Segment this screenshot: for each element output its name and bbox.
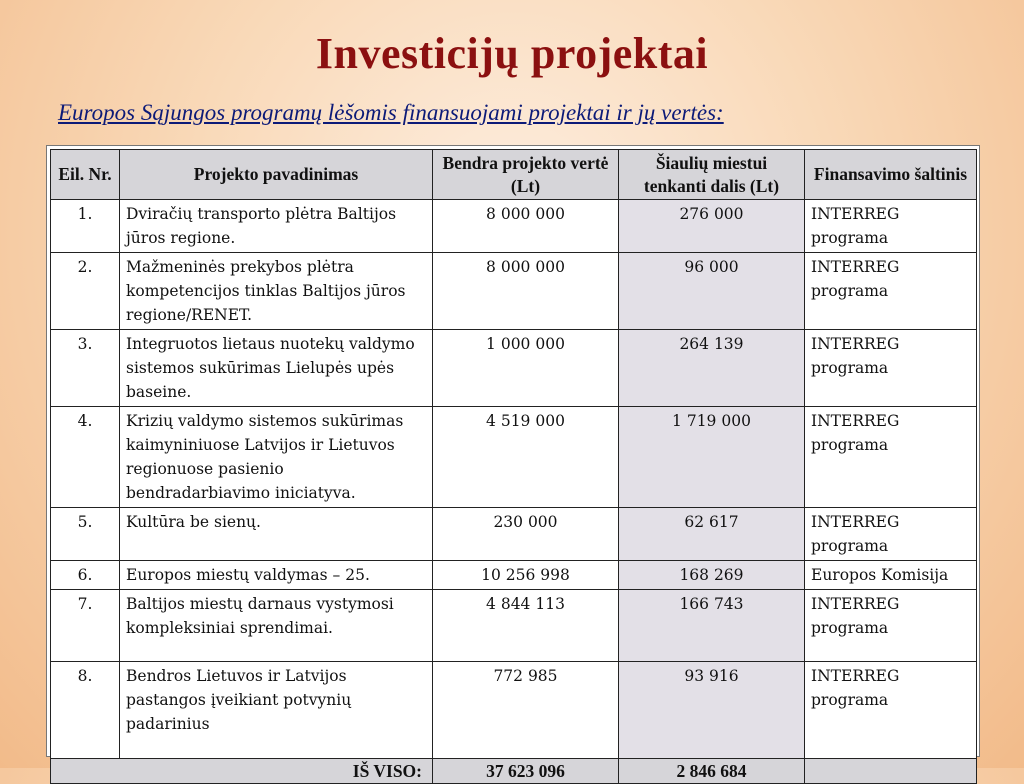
table-header-row (51, 150, 977, 200)
siauliai-share: 1 719 000 (619, 407, 805, 508)
table-row (51, 662, 977, 759)
row-number: 5. (51, 508, 120, 561)
funding-source: INTERREG programa (805, 590, 977, 662)
project-name: Bendros Lietuvos ir Latvijos pastangos įveikiant potvynių padarinius (120, 662, 433, 759)
header-siauliai-share: Šiaulių miestui tenkanti dalis (Lt) (619, 150, 805, 200)
siauliai-share: 166 743 (619, 590, 805, 662)
siauliai-share-sum: 2 846 684 (619, 759, 805, 784)
project-name: Krizių valdymo sistemos sukūrimas kaimyniniuose Latvijos ir Lietuvos regionuose pasienio bendradarbiavimo iniciatyva. (120, 407, 433, 508)
table-row (51, 508, 977, 561)
siauliai-share: 96 000 (619, 253, 805, 330)
total-source-empty (805, 759, 977, 784)
total-value: 10 256 998 (433, 561, 619, 590)
total-label: IŠ VISO: (51, 759, 433, 784)
funding-source: INTERREG programa (805, 200, 977, 253)
header-funding-source: Finansavimo šaltinis (805, 150, 977, 200)
header-project-name: Projekto pavadinimas (120, 150, 433, 200)
total-value: 772 985 (433, 662, 619, 759)
funding-source: INTERREG programa (805, 508, 977, 561)
project-name: Integruotos lietaus nuotekų valdymo sistemos sukūrimas Lielupės upės baseine. (120, 330, 433, 407)
row-number: 1. (51, 200, 120, 253)
total-value: 4 519 000 (433, 407, 619, 508)
funding-source: INTERREG programa (805, 662, 977, 759)
table-row (51, 253, 977, 330)
row-number: 3. (51, 330, 120, 407)
funding-source: INTERREG programa (805, 407, 977, 508)
total-value: 4 844 113 (433, 590, 619, 662)
row-number: 6. (51, 561, 120, 590)
total-value: 8 000 000 (433, 253, 619, 330)
slide-title: Investicijų projektai (315, 29, 709, 78)
project-name: Kultūra be sienų. (120, 508, 433, 561)
project-name: Dviračių transporto plėtra Baltijos jūros regione. (120, 200, 433, 253)
siauliai-share: 168 269 (619, 561, 805, 590)
header-nr: Eil. Nr. (51, 150, 120, 200)
project-name: Baltijos miestų darnaus vystymosi kompleksiniai sprendimai. (120, 590, 433, 662)
total-value: 230 000 (433, 508, 619, 561)
table-row (51, 330, 977, 407)
row-number: 8. (51, 662, 120, 759)
siauliai-share: 276 000 (619, 200, 805, 253)
slide-subtitle: Europos Sąjungos programų lėšomis finansuojami projektai ir jų vertės: (58, 100, 724, 125)
funding-source: INTERREG programa (805, 330, 977, 407)
row-number: 7. (51, 590, 120, 662)
siauliai-share: 93 916 (619, 662, 805, 759)
table-row (51, 407, 977, 508)
table-frame (46, 145, 980, 781)
row-number: 4. (51, 407, 120, 508)
total-value-sum: 37 623 096 (433, 759, 619, 784)
row-number: 2. (51, 253, 120, 330)
funding-source: Europos Komisija (805, 561, 977, 590)
total-row (51, 759, 977, 784)
table-row (51, 561, 977, 590)
project-name: Europos miestų valdymas – 25. (120, 561, 433, 590)
projects-table (50, 149, 977, 784)
siauliai-share: 62 617 (619, 508, 805, 561)
total-value: 8 000 000 (433, 200, 619, 253)
total-value: 1 000 000 (433, 330, 619, 407)
table-row (51, 200, 977, 253)
header-total-value: Bendra projekto vertė (Lt) (433, 150, 619, 200)
table-row (51, 590, 977, 662)
siauliai-share: 264 139 (619, 330, 805, 407)
funding-source: INTERREG programa (805, 253, 977, 330)
project-name: Mažmeninės prekybos plėtra kompetencijos tinklas Baltijos jūros regione/RENET. (120, 253, 433, 330)
